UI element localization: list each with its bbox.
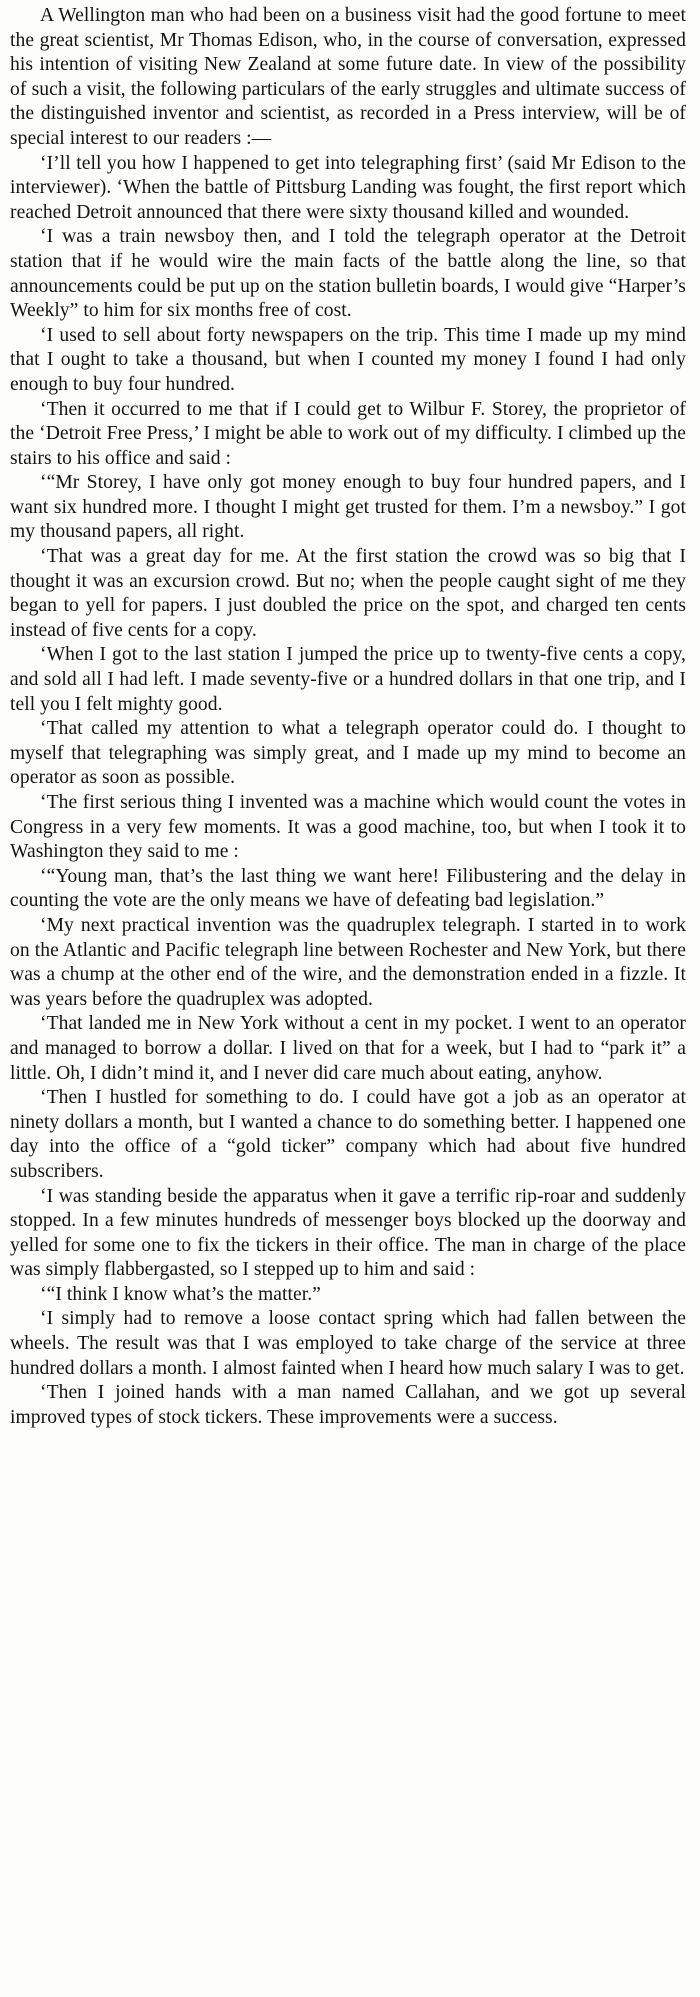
article-paragraph-intro: A Wellington man who had been on a business visit had the good fortune to meet the great scientist, Mr Thomas Edison, who, in the course of conversation, expressed his intention of visiting New Zealand at some future date. In view of the possibility of such a visit, the following particulars of the early struggles and ultimate success of the distinguished inventor and scientist, as recorded in a Press interview, will be of special interest to our readers :—: [10, 5, 686, 149]
article-paragraph-forty-newspapers: ‘I used to sell about forty newspapers on the trip. This time I made up my mind that I ought to take a thousand, but when I counted my money I found I had only enough to buy four hundred.: [10, 324, 686, 395]
article-paragraph-great-day: ‘That was a great day for me. At the first station the crowd was so big that I thought it was an excursion crowd. But no; when the people caught sight of me they began to yell for papers. I just doubled the price on the spot, and charged ten cents instead of five cents for a copy.: [10, 546, 686, 641]
article-paragraph-wilbur-storey: ‘Then it occurred to me that if I could get to Wilbur F. Storey, the proprietor of the ‘Detroit Free Press,’ I might be able to work out of my difficulty. I climbed up the stairs to his office and said :: [10, 398, 686, 469]
article-paragraph-vote-machine: ‘The first serious thing I invented was a machine which would count the votes in Congress in a very few moments. It was a good machine, too, but when I took it to Washington they said to me :: [10, 792, 686, 863]
article-paragraph-contact-spring: ‘I simply had to remove a loose contact spring which had fallen between the wheels. The result was that I was employed to take charge of the service at three hundred dollars a month. I almost fainted when I heard how much salary I was to get.: [10, 1308, 686, 1379]
article-column: [10, 4, 686, 1430]
article-paragraph-telegraphing-start: ‘I’ll tell you how I happened to get into telegraphing first’ (said Mr Edison to the interviewer). ‘When the battle of Pittsburg Landing was fought, the first report which reached Detroit announced that there were sixty thousand killed and wounded.: [10, 152, 686, 223]
article-paragraph-telegraph-operator: ‘That called my attention to what a telegraph operator could do. I thought to myself that telegraphing was simply great, and I made up my mind to become an operator as soon as possible.: [10, 718, 686, 789]
article-paragraph-gold-ticker: ‘Then I hustled for something to do. I could have got a job as an operator at ninety dollars a month, but I wanted a chance to do something better. I happened one day into the office of a “gold ticker” company which had about five hundred subscribers.: [10, 1087, 686, 1182]
article-paragraph-quadruplex: ‘My next practical invention was the quadruplex telegraph. I started in to work on the Atlantic and Pacific telegraph line between Rochester and New York, but there was a chump at the other end of the wire, and the demonstration ended in a fizzle. It was years before the quadruplex was adopted.: [10, 914, 686, 1010]
article-paragraph-thousand-papers: ‘“Mr Storey, I have only got money enough to buy four hundred papers, and I want six hundred more. I thought I might get trusted for them. I’m a newsboy.” I got my thousand papers, all right.: [10, 472, 686, 543]
article-paragraph-last-station: ‘When I got to the last station I jumped the price up to twenty-five cents a copy, and sold all I had left. I made seventy-five or a hundred dollars in that one trip, and I tell you I felt mighty good.: [10, 644, 686, 715]
article-paragraph-callahan: ‘Then I joined hands with a man named Callahan, and we got up several improved types of stock tickers. These improvements were a success.: [10, 1382, 686, 1428]
article-paragraph-train-newsboy: ‘I was a train newsboy then, and I told the telegraph operator at the Detroit station that if he would wire the main facts of the battle along the line, so that announcements could be put up on the station bulletin boards, I would give “Harper’s Weekly” to him for six months free of cost.: [10, 226, 686, 322]
article-paragraph-the-matter: ‘“I think I know what’s the matter.”: [40, 1283, 321, 1305]
article-paragraph-apparatus-stopped: ‘I was standing beside the apparatus when it gave a terrific rip-roar and suddenly stopped. In a few minutes hundreds of messenger boys blocked up the doorway and yelled for some one to fix the tickers in their office. The man in charge of the place was simply flabbergasted, so I stepped up to him and said :: [10, 1185, 686, 1281]
article-paragraph-filibustering: ‘“Young man, that’s the last thing we want here! Filibustering and the delay in counting the vote are the only means we have of defeating bad legislation.”: [10, 865, 686, 912]
article-paragraph-new-york: ‘That landed me in New York without a cent in my pocket. I went to an operator and managed to borrow a dollar. I lived on that for a week, but I had to “park it” a little. Oh, I didn’t mind it, and I never did care much about eating, anyhow.: [10, 1013, 686, 1084]
